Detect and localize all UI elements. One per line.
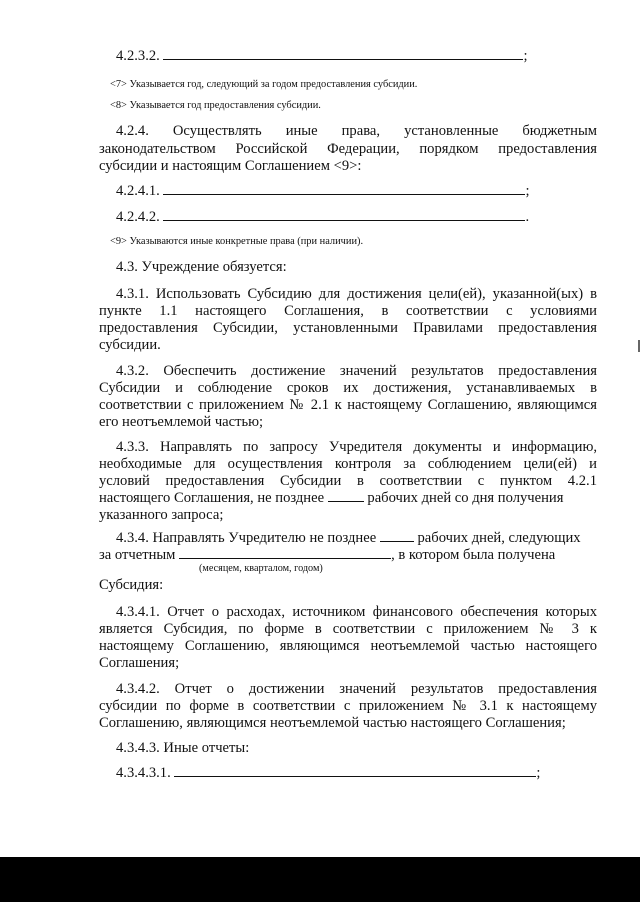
item-4-2-4-1 xyxy=(116,182,536,200)
para-4-2-4-line-3: субсидии и настоящим Соглашением <9>: xyxy=(99,158,362,174)
para-4-2-4-line-2: законодательством Российской Федерации, порядком предоставления xyxy=(99,141,597,157)
para-4-3-3-line-1: 4.3.3. Направлять по запросу Учредителя документы и информацию, xyxy=(116,439,597,455)
item-label: 4.2.4.2. xyxy=(116,209,160,225)
footnote-8: <8> Указывается год предоставления субсидии. xyxy=(110,100,321,111)
para-4-3-2-line-1: 4.3.2. Обеспечить достижение значений результатов предоставления xyxy=(116,363,597,379)
para-4-3-4-line-2 xyxy=(99,546,597,564)
para-4-3-2-line-2: Субсидии и соблюдение сроков их достижения, устанавливаемых в xyxy=(99,380,597,396)
para-4-3-3-line-2: необходимые для осуществления контроля за соблюдением цели(ей) и xyxy=(99,456,597,472)
blank-days xyxy=(328,489,364,502)
item-end: . xyxy=(525,209,530,225)
item-4-2-4-2 xyxy=(116,208,536,226)
text: , в котором была получена xyxy=(391,547,556,563)
blank-line xyxy=(163,182,525,195)
item-label: 4.2.4.1. xyxy=(116,183,160,199)
para-4-3-4-2-line-1: 4.3.4.2. Отчет о достижении значений результатов предоставления xyxy=(116,681,597,697)
para-4-3-1-line-1: 4.3.1. Использовать Субсидию для достижения цели(ей), указанной(ых) в xyxy=(116,286,597,302)
para-4-3-4-line-3: Субсидия: xyxy=(99,577,164,593)
footnote-7: <7> Указывается год, следующий за годом предоставления субсидии. xyxy=(110,79,418,90)
para-4-3-2-line-4: его неотъемлемой частью; xyxy=(99,414,264,430)
blank-days xyxy=(380,529,414,542)
para-4-3-4-2-line-3: Соглашению, являющимся неотъемлемой частью настоящего Соглашения; xyxy=(99,715,566,731)
para-4-3-4-1-line-3: настоящему Соглашению, являющимся неотъемлемой частью настоящего xyxy=(99,638,597,654)
text: рабочих дней со дня получения xyxy=(367,490,564,506)
para-4-3-4-3: 4.3.4.3. Иные отчеты: xyxy=(116,740,250,756)
para-4-3-4-1-line-2: является Субсидия, по форме в соответствии с приложением № 3 к xyxy=(99,621,597,637)
text: рабочих дней, следующих xyxy=(417,530,581,546)
blank-period xyxy=(179,546,391,559)
scan-bottom-border xyxy=(0,857,640,902)
para-4-3-2-line-3: соответствии с приложением № 2.1 к настоящему Соглашению, являющимся xyxy=(99,397,597,413)
para-4-3-3-line-3: условий предоставления Субсидии в соответствии с пунктом 4.2.1 xyxy=(99,473,597,489)
item-end: ; xyxy=(536,765,541,781)
para-4-3-4-1-line-4: Соглашения; xyxy=(99,655,180,671)
item-4-2-3-2 xyxy=(116,47,536,65)
para-4-2-4-line-1: 4.2.4. Осуществлять иные права, установленные бюджетным xyxy=(116,123,597,139)
blank-line xyxy=(163,208,525,221)
blank-line xyxy=(174,764,536,777)
para-4-3: 4.3. Учреждение обязуется: xyxy=(116,259,287,275)
blank-line xyxy=(163,47,523,60)
para-4-3-1-line-3: предоставления Субсидии, установленными Правилами предоставления xyxy=(99,320,597,336)
para-4-3-4-2-line-2: субсидии по форме в соответствии с приложением № 3.1 к настоящему xyxy=(99,698,597,714)
footnote-9: <9> Указываются иные конкретные права (при наличии). xyxy=(110,236,364,247)
item-end: ; xyxy=(525,183,530,199)
text: 4.3.4. Направлять Учредителю не позднее xyxy=(116,530,377,546)
item-4-3-4-3-1 xyxy=(116,764,556,782)
para-4-3-4-line-1 xyxy=(116,529,597,547)
para-4-3-4-1-line-1: 4.3.4.1. Отчет о расходах, источником финансового обеспечения которых xyxy=(116,604,597,620)
item-label: 4.3.4.3.1. xyxy=(116,765,171,781)
para-4-3-3-line-4 xyxy=(99,489,597,507)
period-hint: (месяцем, кварталом, годом) xyxy=(199,563,323,574)
item-label: 4.2.3.2. xyxy=(116,48,160,64)
text: за отчетным xyxy=(99,547,176,563)
para-4-3-1-line-2: пункте 1.1 настоящего Соглашения, в соответствии с условиями xyxy=(99,303,597,319)
item-end: ; xyxy=(523,48,528,64)
text: настоящего Соглашения, не позднее xyxy=(99,490,325,506)
para-4-3-1-line-4: субсидии. xyxy=(99,337,161,353)
para-4-3-3-line-5: указанного запроса; xyxy=(99,507,224,523)
